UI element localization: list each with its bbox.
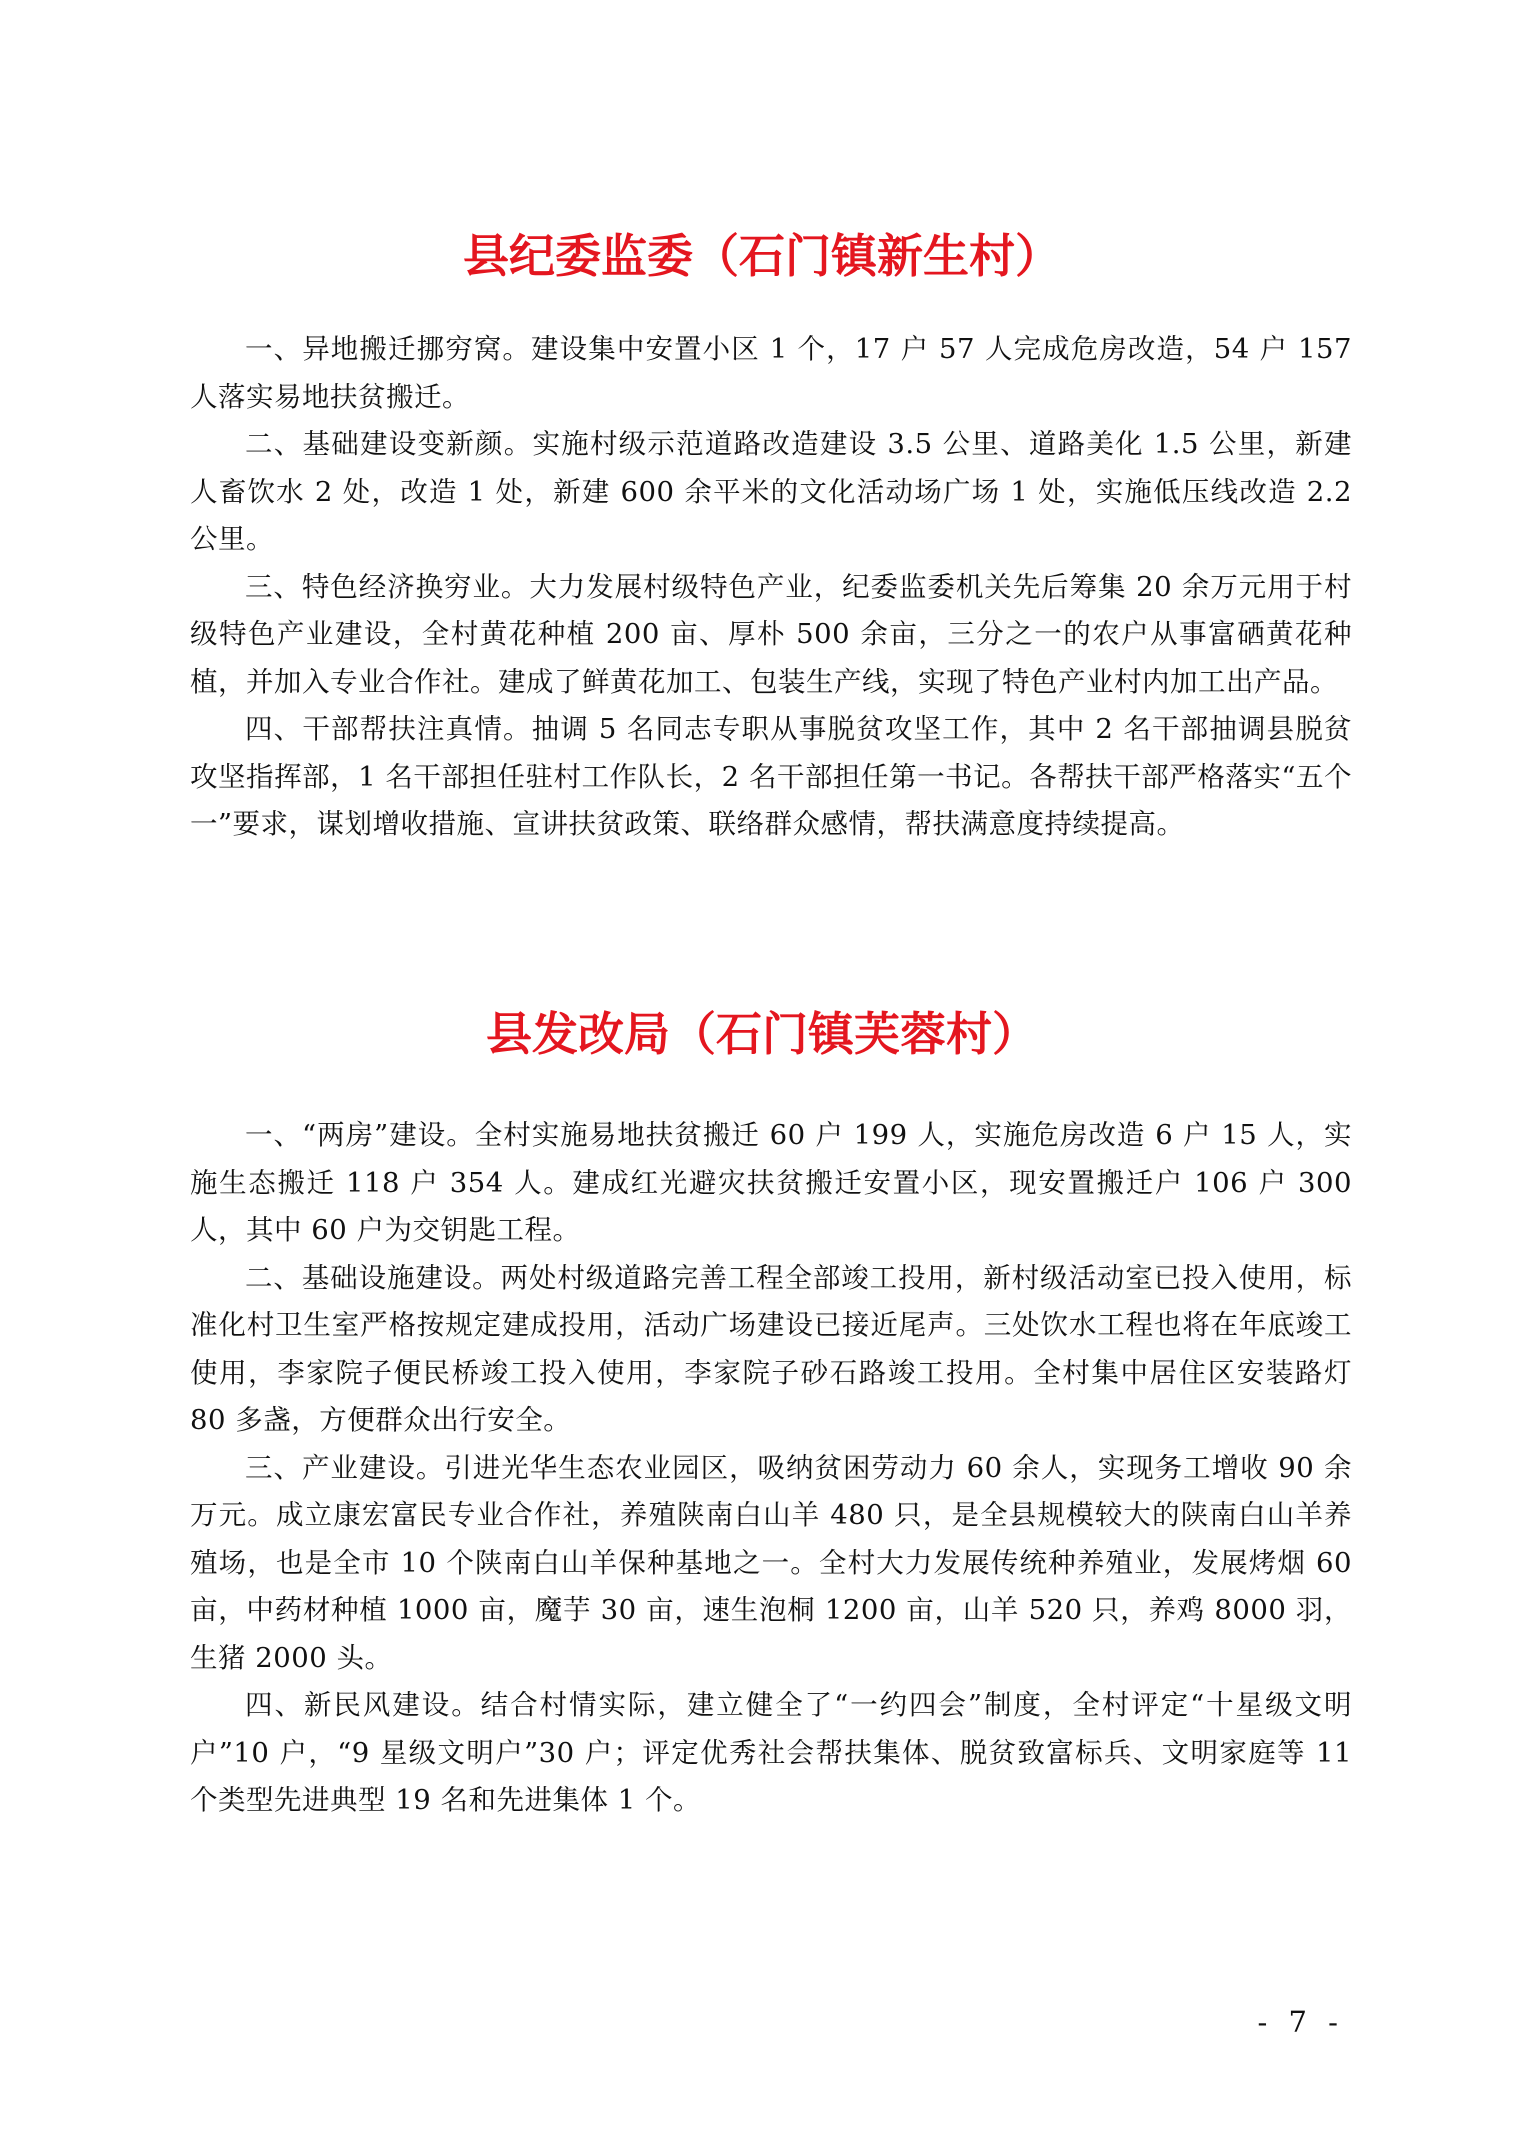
paragraph: 一、“两房”建设。全村实施易地扶贫搬迁 60 户 199 人，实施危房改造 6 户 15 人，实施生态搬迁 118 户 354 人。建成红光避灾扶贫搬迁安置小区，现安置搬迁户 106 户 300 人，其中 60 户为交钥匙工程。 [190, 1119, 1352, 1246]
paragraph: 三、产业建设。引进光华生态农业园区，吸纳贫困劳动力 60 余人，实现务工增收 90 余万元。成立康宏富民专业合作社，养殖陕南白山羊 480 只，是全县规模较大的陕南白山羊养殖场，也是全市 10 个陕南白山羊保种基地之一。全村大力发展传统种养殖业，发展烤烟 60 亩，中药材种植 1000 亩，魔芋 30 亩，速生泡桐 1200 亩，山羊 520 只，养鸡 8000 羽，生猪 2000 头。 [190, 1451, 1352, 1674]
section-body-xinsheng [190, 326, 1352, 849]
section-title-xinsheng: 县纪委监委（石门镇新生村） [463, 229, 1061, 283]
paragraph: 四、新民风建设。结合村情实际，建立健全了“一约四会”制度，全村评定“十星级文明户”10 户，“9 星级文明户”30 户；评定优秀社会帮扶集体、脱贫致富标兵、文明家庭等 11 个类型先进典型 19 名和先进集体 1 个。 [190, 1689, 1352, 1816]
section-title-furong: 县发改局（石门镇芙蓉村） [486, 1007, 1038, 1061]
paragraph: 二、基础建设变新颜。实施村级示范道路改造建设 3.5 公里、道路美化 1.5 公里，新建人畜饮水 2 处，改造 1 处，新建 600 余平米的文化活动场广场 1 处，实施低压线改造 2.2 公里。 [190, 428, 1352, 555]
paragraph: 三、特色经济换穷业。大力发展村级特色产业，纪委监委机关先后筹集 20 余万元用于村级特色产业建设，全村黄花种植 200 亩、厚朴 500 余亩，三分之一的农户从事富硒黄花种植，并加入专业合作社。建成了鲜黄花加工、包装生产线，实现了特色产业村内加工出产品。 [190, 570, 1352, 698]
paragraph: 二、基础设施建设。两处村级道路完善工程全部竣工投用，新村级活动室已投入使用，标准化村卫生室严格按规定建成投用，活动广场建设已接近尾声。三处饮水工程也将在年底竣工使用，李家院子便民桥竣工投入使用，李家院子砂石路竣工投用。全村集中居住区安装路灯 80 多盏，方便群众出行安全。 [190, 1261, 1352, 1436]
page-number: - 7 - [1257, 2005, 1344, 2039]
paragraph: 四、干部帮扶注真情。抽调 5 名同志专职从事脱贫攻坚工作，其中 2 名干部抽调县脱贫攻坚指挥部，1 名干部担任驻村工作队长，2 名干部担任第一书记。各帮扶干部严格落实“五个一”要求，谋划增收措施、宣讲扶贫政策、联络群众感情，帮扶满意度持续提高。 [190, 713, 1352, 840]
paragraph: 一、异地搬迁挪穷窝。建设集中安置小区 1 个，17 户 57 人完成危房改造，54 户 157 人落实易地扶贫搬迁。 [190, 333, 1352, 413]
section-body-furong [190, 1112, 1352, 1825]
